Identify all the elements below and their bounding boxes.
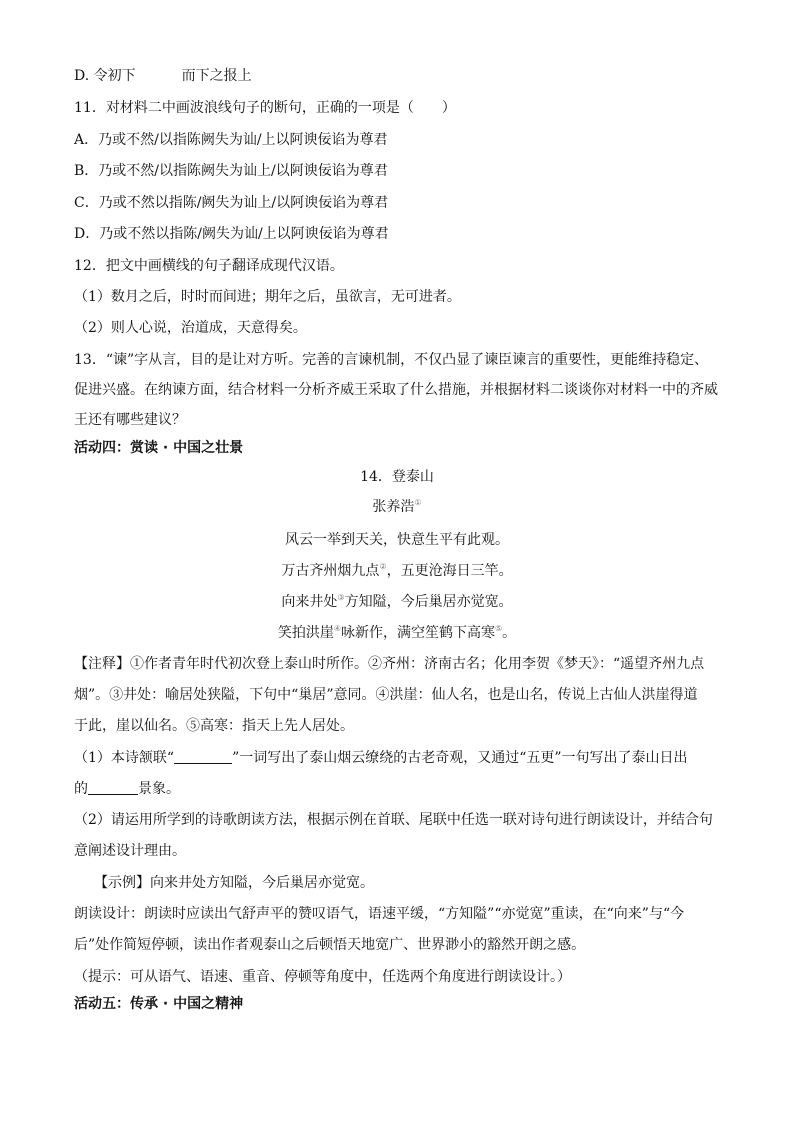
q10-option-d-part1: D. 令初下 [74,68,136,84]
q12-sentence-2: （2）则人心说，治道成，天意得矣。 [74,320,307,336]
q14-1-text-a: （1）本诗颔联“ [74,750,175,766]
q10-option-d [74,66,720,86]
q12-stem: 12．把文中画横线的句子翻译成现代汉语。 [74,258,344,274]
q14-2-line-2: 意阐述设计理由。 [74,843,186,859]
note-marker: ④ [333,624,341,633]
poem-line-2-a: 万古齐州烟九点 [281,563,380,579]
q13-line-3: 王还有哪些建议？ [74,412,186,428]
q14-1-text-c: 的 [74,781,88,797]
notes-line-3: 于此，崖以仙名。⑤高寒：指天上先人居处。 [74,718,354,734]
notes-line-1: 【注释】①作者青年时代初次登上泰山时所作。②齐州：济南古名；化用李贺《梦天》：“遥望齐州九点 [74,656,705,672]
note-marker: ③ [337,593,345,602]
example-line: 【示例】向来井处方知隘，今后巢居亦觉宽。 [94,875,374,891]
poem-line-1: 风云一举到天关，快意生平有此观。 [285,532,509,548]
poem-line-2-b: ，五更沧海日三竿。 [386,563,513,579]
poem-line-3 [0,592,794,612]
q13-line-1: 13．“谏”字从言，目的是让对方听。完善的言谏机制，不仅凸显了谏臣谏言的重要性，更能维持稳定、 [74,352,709,368]
note-marker: ① [414,498,422,507]
q13-line-2: 促进兴盛。在纳谏方面，结合材料一分析齐威王采取了什么措施，并根据材料二谈谈你对材料一中的齐威 [74,382,718,398]
poem-line-4-a: 笑拍洪崖 [277,625,334,641]
q11-stem: 11．对材料二中画波浪线句子的断句，正确的一项是（ ） [74,100,456,116]
q14-1-text-b: ”一词写出了泰山烟云缭绕的古老奇观，又通过“五更”一句写出了泰山日出 [232,750,688,766]
note-marker: ② [379,562,387,571]
poem-line-4-b: 咏新作，满空笙鹤下高寒 [341,625,495,641]
poem-author [0,497,794,517]
note-marker: ⑤ [495,624,503,633]
answer-blank [88,780,138,795]
activity-4-heading: 活动四：赏读 · 中国之壮景 [74,440,244,456]
design-line-1: 朗读设计：朗读时应读出气舒声平的赞叹语气，语速平缓，“方知隘”“亦觉宽”重读，在“向来”与“今 [74,906,685,922]
q12-sentence-1: （1）数月之后，时时而间进；期年之后，虽欲言，无可进者。 [74,289,461,305]
q14-2-line-1: （2）请运用所学到的诗歌朗读方法，根据示例在首联、尾联中任选一联对诗句进行朗读设计，并结合句 [74,812,713,828]
q11-option-d: D．乃或不然以指陈/阙失为讪/上以阿谀佞谄为尊君 [74,226,389,242]
poem-line-4-c: 。 [502,625,517,641]
q11-option-a: A．乃或不然/以指陈阙失为讪/上以阿谀佞谄为尊君 [74,132,388,148]
q11-option-c: C．乃或不然以指陈/阙失为讪上/以阿谀佞谄为尊君 [74,195,389,211]
poem-line-3-b: 方知隘，今后巢居亦觉宽。 [344,594,513,610]
hint-line: （提示：可从语气、语速、重音、停顿等角度中，任选两个角度进行朗读设计。） [74,969,571,985]
q10-option-d-part2: 而下之报上 [181,68,252,84]
poem-line-4 [0,623,794,643]
q11-option-b: B．乃或不然/以指陈阙失为讪上/以阿谀佞谄为尊君 [74,163,388,179]
poem-author-name: 张养浩 [372,499,415,515]
poem-line-3-a: 向来井处 [281,594,338,610]
q14-1-line-1 [74,748,720,768]
design-line-2: 后”处作简短停顿，读出作者观泰山之后顿悟天地宽广、世界渺小的豁然开朗之感。 [74,937,586,953]
activity-5-heading: 活动五：传承 · 中国之精神 [74,996,244,1012]
poem-line-2 [0,561,794,581]
q14-1-line-2 [74,779,720,799]
notes-line-2: 烟”。③井处：喻居处狭隘，下句中“巢居”意同。④洪崖：仙人名，也是山名，传说上古仙人洪崖得道 [74,687,698,703]
answer-blank [174,749,232,764]
poem-title: 14．登泰山 [360,469,434,485]
q14-1-text-d: 景象。 [138,781,180,797]
